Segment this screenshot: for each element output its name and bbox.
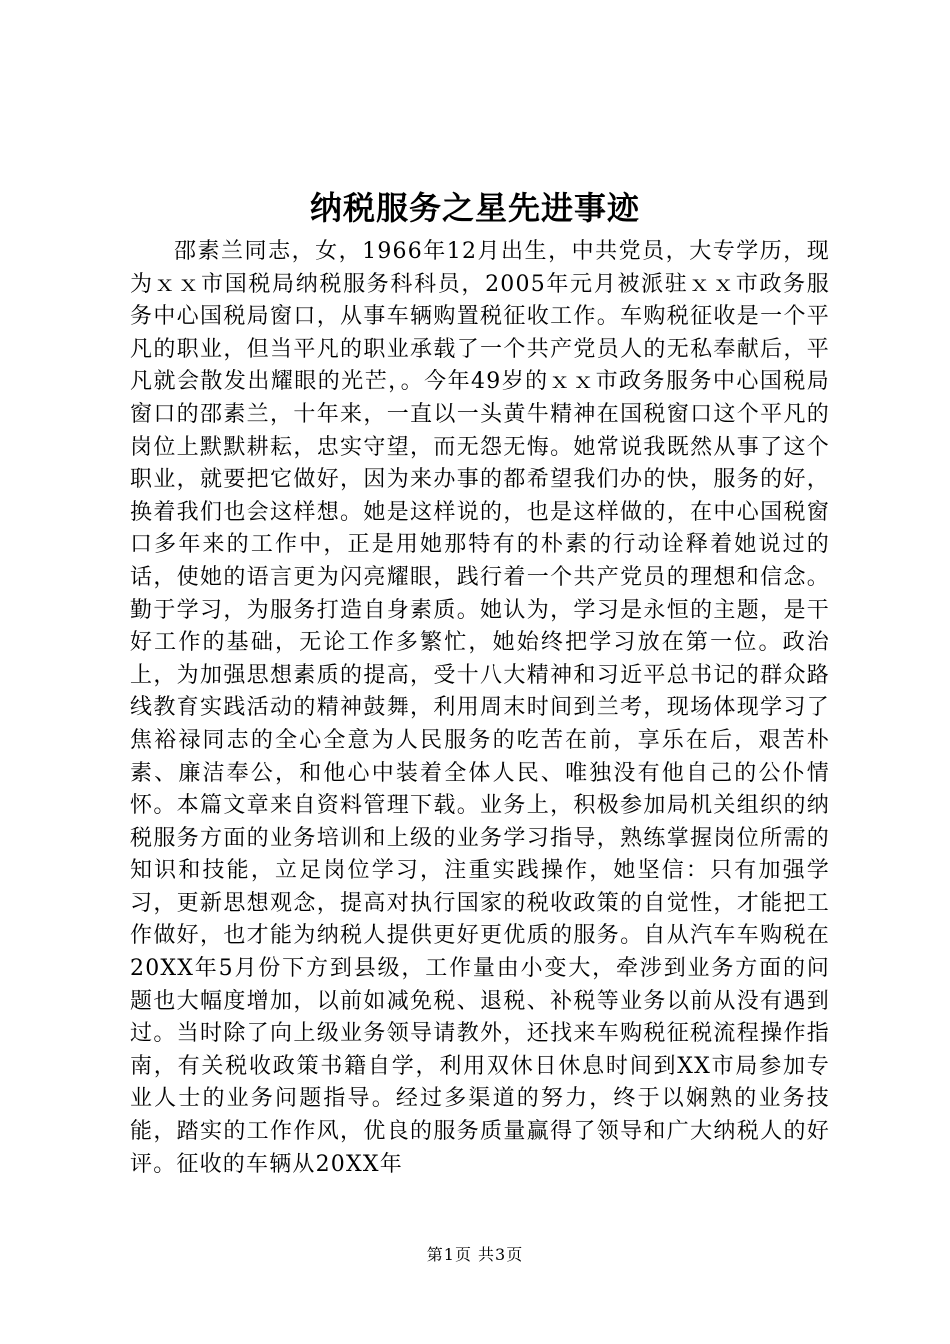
document-title: 纳税服务之星先进事迹 (309, 189, 640, 227)
document-body: 邵素兰同志，女，1966年12月出生，中共党员，大专学历，现为ｘｘ市国税局纳税服务科科员，2005年元月被派驻ｘｘ市政务服务中心国税局窗口，从事车辆购置税征收工作。车购税征收是一个平凡的职业，但当平凡的职业承载了一个共产党员人的无私奉献后，平凡就会散发出耀眼的光芒，。今年49岁的ｘｘ市政务服务中心国税局窗口的邵素兰，十年来，一直以一头黄牛精神在国税窗口这个平凡的岗位上默默耕耘，忠实守望，而无怨无悔。她常说我既然从事了这个职业，就要把它做好，因为来办事的都希望我们办的快，服务的好，换着我们也会这样想。她是这样说的，也是这样做的，在中心国税窗口多年来的工作中，正是用她那特有的朴素的行动诠释着她说过的话，使她的语言更为闪亮耀眼，践行着一个共产党员的理想和信念。勤于学习，为服务打造自身素质。她认为，学习是永恒的主题，是干好工作的基础，无论工作多繁忙，她始终把学习放在第一位。政治上，为加强思想素质的提高，受十八大精神和习近平总书记的群众路线教育实践活动的精神鼓舞，利用周末时间到兰考，现场体现学习了焦裕禄同志的全心全意为人民服务的吃苦在前，享乐在后，艰苦朴素、廉洁奉公，和他心中装着全体人民、唯独没有他自己的公仆情怀。本篇文章来自资料管理下载。业务上，积极参加局机关组织的纳税服务方面的业务培训和上级的业务学习指导，熟练掌握岗位所需的知识和技能，立足岗位学习，注重实践操作，她坚信：只有加强学习，更新思想观念，提高对执行国家的税收政策的自觉性，才能把工作做好，也才能为纳税人提供更好更优质的服务。自从汽车车购税在20XX年5月份下方到县级，工作量由小变大，牵涉到业务方面的问题也大幅度增加，以前如减免税、退税、补税等业务以前从没有遇到过。当时除了向上级业务领导请教外，还找来车购税征税流程操作指南，有关税收政策书籍自学，利用双休日休息时间到XX市局参加专业人士的业务问题指导。经过多渠道的努力，终于以娴熟的业务技能，踏实的工作作风，优良的服务质量赢得了领导和广大纳税人的好评。征收的车辆从20XX年 (130, 239, 830, 1177)
page-footer: 第1页 共3页 (426, 1245, 524, 1264)
